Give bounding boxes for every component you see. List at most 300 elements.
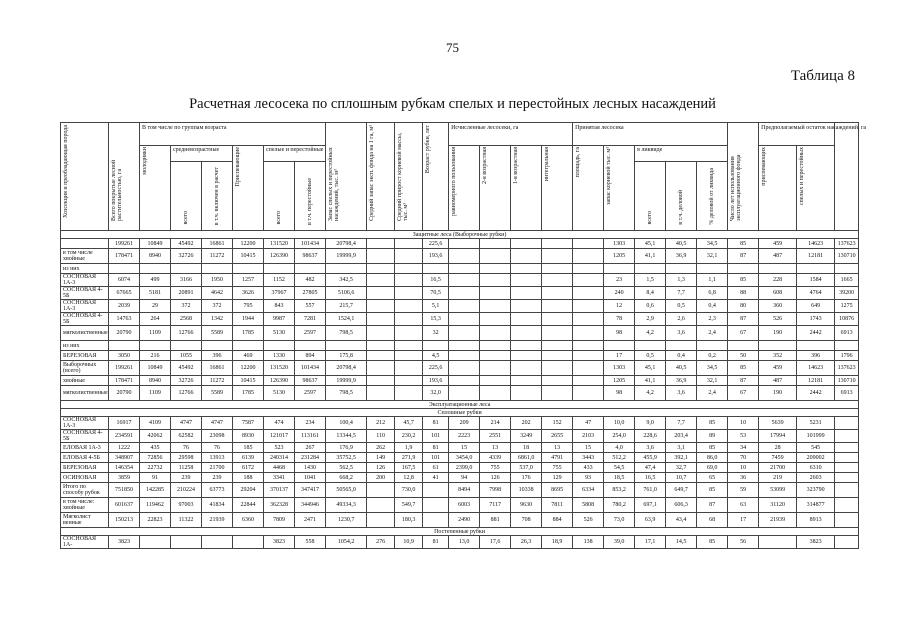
table-cell: 23 [604,274,635,287]
table-cell: 8940 [140,249,171,264]
table-cell [480,341,511,351]
table-cell [835,473,859,483]
header-years: Число лет использования эксплуатационного фонда [728,123,759,231]
table-row [61,417,859,430]
table-cell: 487 [759,376,797,386]
table-cell [480,313,511,326]
table-cell: 1152 [264,274,295,287]
table-cell: 649,7 [666,483,697,498]
table-cell [542,300,573,313]
row-label: мягколиственные [61,386,109,401]
table-cell: 254,0 [604,430,635,443]
section-exploitation: Эксплуатационные леса [61,401,859,409]
table-cell [573,326,604,341]
table-cell: 76 [171,443,202,453]
table-cell: 150213 [109,513,140,528]
table-cell [835,264,859,274]
row-label: СОСНОВАЯ 1А-3 [61,300,109,313]
table-cell: 1785 [233,326,264,341]
table-cell [542,287,573,300]
table-cell: 16,5 [423,274,449,287]
row-label: Выборочных (всего) [61,361,109,376]
table-cell [367,249,395,264]
table-cell: 271,9 [395,453,423,463]
table-cell: 5589 [202,386,233,401]
table-cell: 126 [480,473,511,483]
table-row [61,313,859,326]
table-cell [295,264,326,274]
table-cell [395,361,423,376]
header-calc-uniform: равномерного пользования [449,146,480,231]
table-cell [423,498,449,513]
table-cell: 455,9 [635,453,666,463]
table-cell: 526 [573,513,604,528]
table-cell [326,264,367,274]
table-cell: 200 [367,473,395,483]
table-cell: 110 [367,430,395,443]
table-cell [759,341,797,351]
table-cell [423,341,449,351]
table-cell: 98 [604,386,635,401]
table-cell: 98637 [295,376,326,386]
header-rem-ripe: спелых и перестойных [797,146,835,231]
table-cell: 121017 [264,430,295,443]
table-cell: 755 [542,463,573,473]
table-cell: 45,1 [635,239,666,249]
table-cell: 2,4 [697,326,728,341]
table-cell: 9630 [511,498,542,513]
table-cell: 526 [759,313,797,326]
table-cell: 3859 [109,473,140,483]
table-cell: 267 [295,443,326,453]
table-cell [264,341,295,351]
page-number: 75 [446,40,459,55]
table-cell: 225,6 [423,361,449,376]
table-cell [573,249,604,264]
table-cell: 3050 [109,351,140,361]
table-cell [511,300,542,313]
table-cell: 230,2 [395,430,423,443]
page-title: Расчетная лесосека по сплошным рубкам спелых и перестойных лесных насаждений [189,96,716,112]
table-cell: 1,3 [666,274,697,287]
table-cell: 91 [140,473,171,483]
row-label: ЕЛОВАЯ 4-5Б [61,453,109,463]
table-cell: 5639 [759,417,797,430]
table-cell: 3626 [233,287,264,300]
table-cell [109,341,140,351]
table-row [61,341,859,351]
header-rem-pre: приспевающих [759,146,797,231]
table-cell [449,376,480,386]
header-growth: Средний прирост корневой массы, тыс. м³ [395,123,423,231]
table-cell: 1041 [295,473,326,483]
table-cell: 39,0 [604,536,635,549]
table-cell: 2,3 [697,313,728,326]
table-row [61,463,859,473]
table-cell [511,341,542,351]
table-cell: 131520 [264,361,295,376]
table-cell: 6003 [449,498,480,513]
row-label: в том числе: хвойные [61,498,109,513]
table-cell: 142285 [140,483,171,498]
table-cell [449,341,480,351]
row-label: БЕРЕЗОВАЯ [61,463,109,473]
row-label: СОСНОВАЯ 4-5Б [61,313,109,326]
table-cell [573,361,604,376]
table-cell [395,274,423,287]
continuous-section [61,417,859,528]
table-cell: 87 [728,249,759,264]
table-cell: 2103 [573,430,604,443]
table-cell [395,326,423,341]
table-cell: 69,0 [697,463,728,473]
table-cell: 1950 [202,274,233,287]
table-cell: 433 [573,463,604,473]
table-cell: 881 [480,513,511,528]
table-cell: 4791 [542,453,573,463]
table-cell [797,341,835,351]
table-cell: 6139 [233,453,264,463]
table-cell [835,483,859,498]
table-cell: 50 [728,351,759,361]
table-cell: 240 [604,287,635,300]
table-cell: 85 [697,536,728,549]
table-cell: 36,9 [666,376,697,386]
table-cell: 13913 [202,453,233,463]
table-cell: 2,9 [635,313,666,326]
table-cell: 35752,5 [326,453,367,463]
table-cell: 780,2 [604,498,635,513]
table-cell: 8913 [797,513,835,528]
exploitation-section [61,401,859,417]
table-cell: 3443 [573,453,604,463]
row-label: в том числе хвойные [61,249,109,264]
row-label: СОСНОВАЯ 1А- [61,536,109,549]
table-cell: 130710 [835,249,859,264]
table-cell: 41834 [202,498,233,513]
table-cell: 4,2 [635,326,666,341]
table-caption: Таблица 8 [790,68,855,84]
table-cell [728,341,759,351]
table-cell: 2490 [449,513,480,528]
table-cell: 13,0 [449,536,480,549]
table-cell: 751850 [109,483,140,498]
table-cell: 608 [759,287,797,300]
table-cell [480,351,511,361]
table-cell: 372 [202,300,233,313]
table-cell: 20790 [109,386,140,401]
table-cell: 225,6 [423,239,449,249]
table-cell: 2399,0 [449,463,480,473]
table-cell: 10 [728,417,759,430]
table-cell: 234591 [109,430,140,443]
table-cell [511,376,542,386]
table-cell: 20790 [109,326,140,341]
header-middle: средневозрастные [171,146,233,162]
header-stock: Запас спелых и перестойных насаждений, тыс. м³ [326,123,367,231]
table-cell: 342,5 [326,274,367,287]
table-cell: 396 [202,351,233,361]
header-mid-incl: в т.ч. включен в расчет [202,162,233,231]
table-cell [326,341,367,351]
table-cell: 482 [295,274,326,287]
section-protective: Защитные леса (Выборочные рубки) [61,231,859,239]
table-cell: 7,7 [666,287,697,300]
table-cell [449,264,480,274]
table-cell: 2597 [295,326,326,341]
table-cell [542,341,573,351]
table-cell: 19999,9 [326,249,367,264]
table-cell [395,287,423,300]
header-ripe: спелые и перестойные [264,146,326,162]
table-cell [542,361,573,376]
header-household: Хозсекция и преобладающая порода [61,123,109,231]
table-cell: 85 [697,417,728,430]
table-row [61,326,859,341]
table-cell: 149 [367,453,395,463]
table-cell: 606,3 [666,498,697,513]
table-cell: 4747 [171,417,202,430]
table-cell: 101 [423,430,449,443]
table-cell [171,341,202,351]
table-cell: 137623 [835,361,859,376]
table-cell: 3,6 [666,386,697,401]
table-cell: 1109 [140,386,171,401]
table-cell [395,239,423,249]
row-label: мягколиственные [61,326,109,341]
table-cell: 203,4 [666,430,697,443]
table-cell: 219 [759,473,797,483]
table-cell: 798,5 [326,386,367,401]
table-cell: 216 [140,351,171,361]
table-cell: 29 [140,300,171,313]
table-cell: 21700 [202,463,233,473]
table-cell: 185 [233,443,264,453]
table-cell [604,341,635,351]
table-cell [449,351,480,361]
table-cell: 126390 [264,376,295,386]
table-cell: 392,1 [666,453,697,463]
table-cell [511,274,542,287]
table-cell: 41,1 [635,249,666,264]
table-cell: 884 [542,513,573,528]
table-cell: 12200 [233,361,264,376]
row-label: Итого по способу рубок [61,483,109,498]
table-cell: 18,9 [542,536,573,549]
table-cell: 11322 [171,513,202,528]
table-cell: 175,8 [326,351,367,361]
table-cell: 14,5 [666,536,697,549]
table-cell [395,386,423,401]
table-cell [573,313,604,326]
row-label: ЕЛОВАЯ 1А-3 [61,443,109,453]
table-cell: 36 [728,473,759,483]
table-row [61,443,859,453]
table-cell: 1944 [233,313,264,326]
table-cell [835,417,859,430]
table-cell: 53 [728,430,759,443]
table-cell: 697,1 [635,498,666,513]
table-cell: 7459 [759,453,797,463]
table-cell: 10,0 [604,417,635,430]
table-cell: 6074 [109,274,140,287]
table-cell: 47 [573,417,604,430]
header-acc-stock: запас корневой тыс. м³ [604,146,635,231]
table-cell: 3,1 [666,443,697,453]
table-cell: 54,5 [604,463,635,473]
table-cell: 70,5 [423,287,449,300]
table-cell: 49334,3 [326,498,367,513]
table-cell: 562,5 [326,463,367,473]
table-cell [395,264,423,274]
table-cell: 21939 [759,513,797,528]
table-cell: 12181 [797,376,835,386]
table-cell: 761,0 [635,483,666,498]
table-cell: 26,3 [511,536,542,549]
table-row [61,498,859,513]
table-cell: 81 [423,443,449,453]
table-cell: 41 [423,473,449,483]
table-cell: 129 [542,473,573,483]
table-cell [635,264,666,274]
table-cell: 601637 [109,498,140,513]
table-cell: 3823 [797,536,835,549]
table-cell: 126 [367,463,395,473]
table-cell: 20798,4 [326,361,367,376]
table-cell: 202 [511,417,542,430]
table-cell [480,274,511,287]
table-cell: 239 [171,473,202,483]
table-cell: 1584 [797,274,835,287]
table-cell [573,287,604,300]
table-cell: 1303 [604,361,635,376]
header-area-total: Всего покрытые лесной растительностью, га [109,123,140,231]
table-cell: 23098 [202,430,233,443]
row-label: СОСНОВАЯ 1А-3 [61,274,109,287]
table-cell: 231284 [295,453,326,463]
table-cell: 2568 [171,313,202,326]
table-row [61,473,859,483]
table-cell: 894 [295,351,326,361]
table-cell [728,264,759,274]
table-cell: 7811 [542,498,573,513]
table-cell [449,313,480,326]
table-cell: 88 [728,287,759,300]
table-cell: 459 [759,361,797,376]
table-cell: 20798,4 [326,239,367,249]
table-cell: 68 [697,513,728,528]
table-cell: 21939 [202,513,233,528]
table-cell: 40,5 [666,239,697,249]
table-cell: 89 [697,430,728,443]
table-cell: 3823 [109,536,140,549]
table-row [61,376,859,386]
table-cell [573,351,604,361]
table-cell: 276 [367,536,395,549]
table-cell [542,239,573,249]
table-cell: 344946 [295,498,326,513]
table-row [61,351,859,361]
table-cell: 45492 [171,239,202,249]
table-cell [202,264,233,274]
table-cell: 5130 [264,386,295,401]
table-cell: 37967 [264,287,295,300]
table-cell [635,341,666,351]
table-cell [480,239,511,249]
table-cell: 11258 [171,463,202,473]
table-cell [480,264,511,274]
table-cell: 45,1 [635,361,666,376]
table-cell: 131520 [264,239,295,249]
table-cell [233,264,264,274]
table-cell: 47,4 [635,463,666,473]
table-cell: 15,3 [423,313,449,326]
table-cell: 11272 [202,376,233,386]
table-cell: 65 [697,473,728,483]
table-cell [542,249,573,264]
table-cell: 3166 [171,274,202,287]
table-cell: 14623 [797,361,835,376]
table-cell: 193,6 [423,376,449,386]
table-cell: 347417 [295,483,326,498]
table-cell [171,264,202,274]
table-cell: 98637 [295,249,326,264]
header-accepted: Принятая лесосека [573,123,728,146]
table-cell: 4339 [480,453,511,463]
table-cell: 10 [728,463,759,473]
table-cell [835,341,859,351]
table-cell: 469 [233,351,264,361]
table-cell: 22823 [140,513,171,528]
table-cell: 73,0 [604,513,635,528]
table-cell: 87 [728,376,759,386]
table-cell: 7117 [480,498,511,513]
table-cell: 1222 [109,443,140,453]
header-ripe-over: в т.ч. перестойные [295,162,326,231]
table-cell: 2603 [797,473,835,483]
table-cell [449,287,480,300]
table-cell: 6172 [233,463,264,473]
row-label: хвойные [61,376,109,386]
table-cell: 3249 [511,430,542,443]
table-cell: 1330 [264,351,295,361]
table-cell: 34,5 [697,361,728,376]
table-cell: 1230,7 [326,513,367,528]
table-cell: 61 [423,463,449,473]
table-cell: 262 [367,443,395,453]
table-cell [367,386,395,401]
table-cell: 0,6 [635,300,666,313]
table-cell: 11272 [202,249,233,264]
table-cell: 214 [480,417,511,430]
table-cell [542,376,573,386]
table-cell: 28 [759,443,797,453]
table-cell [797,264,835,274]
table-cell: 6,8 [697,287,728,300]
table-cell: 97003 [171,498,202,513]
table-cell [666,341,697,351]
table-cell: 7809 [264,513,295,528]
table-row [61,430,859,443]
table-cell [449,326,480,341]
table-cell: 40,5 [666,361,697,376]
table-cell: 12200 [233,239,264,249]
table-cell [395,313,423,326]
table-cell: 2655 [542,430,573,443]
table-cell: 176 [511,473,542,483]
table-cell: 649 [797,300,835,313]
table-cell: 72856 [140,453,171,463]
